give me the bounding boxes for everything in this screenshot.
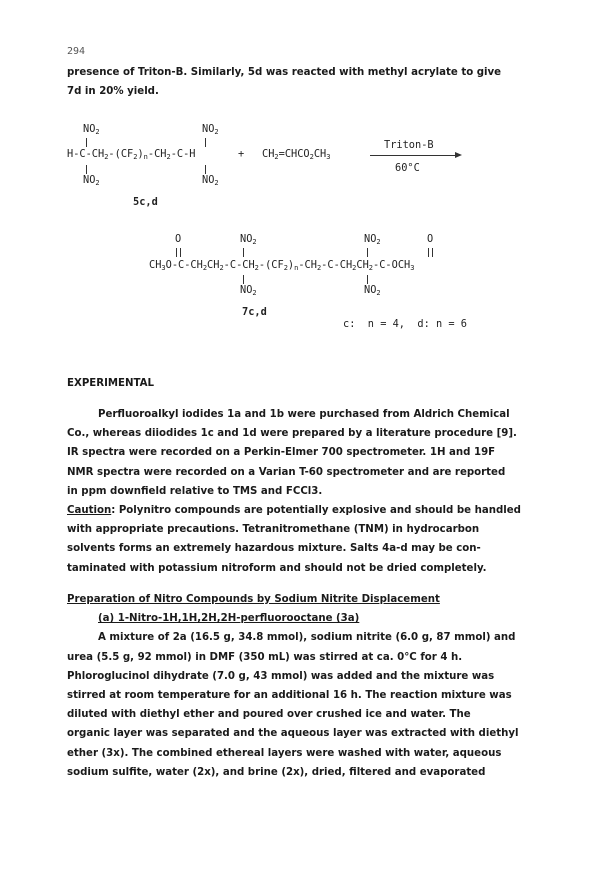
double-bond [428,248,433,257]
preparation-line: A mixture of 2a (16.5 g, 34.8 mmol), sodium nitrite (6.0 g, 87 mmol) and [98,632,516,644]
caution-line: solvents forms an extremely hazardous mixture. Salts 4a-d may be con- [67,543,481,555]
product-main-chain: $CH_3O-C-CH_2CH_2-C-CH_2-(CF_2)_n-CH_2-C-CH_2CH_2-C-OCH_3$ [149,259,415,272]
condition-label: 60°C [395,162,420,174]
page-number: 294 [67,46,86,57]
reactant1-main-chain: $H-C-CH_2-(CF_2)_n-CH_2-C-H$ [67,148,196,161]
double-bond [176,248,181,257]
caution-line [67,501,537,520]
reaction-arrow [370,155,458,156]
bond-line [86,165,87,174]
preparation-line: sodium sulfite, water (2x), and brine (2x), dried, filtered and evaporated [67,766,486,778]
experimental-heading: EXPERIMENTAL [67,378,155,389]
product-top-no2-left: $NO_2$ [240,233,257,246]
preparation-line: organic layer was separated and the aqueous layer was extracted with diethyl [67,728,519,740]
reactant1-bottom-no2-left: $NO_2$ [83,174,100,187]
experimental-line: Perfluoroalkyl iodides 1a and 1b were purchased from Aldrich Chemical [98,409,510,420]
product-footnote: c: n = 4, d: n = 6 [343,318,467,330]
reagent-label: Triton-B [384,139,434,151]
intro-line: presence of Triton-B. Similarly, 5d was reacted with methyl acrylate to give [67,67,502,78]
preparation-subheading: (a) 1-Nitro-1H,1H,2H,2H-perfluorooctane (3a) [98,613,360,625]
caution-text: : Polynitro compounds are potentially explosive and should be handled [111,505,521,517]
intro-line: 7d in 20% yield. [67,86,159,98]
preparation-line: urea (5.5 g, 92 mmol) in DMF (350 mL) was stirred at ca. 0°C for 4 h. [67,651,463,663]
bond-line [205,165,206,174]
arrow-head [455,152,462,158]
preparation-line: diluted with diethyl ether and poured over crushed ice and water. The [67,709,471,721]
product-top-no2-right: $NO_2$ [364,233,381,246]
bond-line [367,275,368,284]
experimental-line: in ppm downfield relative to TMS and FCCl3. [67,485,323,497]
preparation-line: stirred at room temperature for an additional 16 h. The reaction mixture was [67,690,512,702]
product-bottom-no2-left: $NO_2$ [240,284,257,297]
intro-paragraph [67,63,537,101]
bond-line [86,138,87,147]
bond-line [243,275,244,284]
bond-line [367,248,368,257]
reactant1-bottom-no2-right: $NO_2$ [202,174,219,187]
product-top-o-left: O [175,233,182,245]
reactant2: $CH_2=CHCO_2CH_3$ [262,148,331,161]
caution-line: taminated with potassium nitroform and should not be dried completely. [67,562,487,574]
bond-line [205,138,206,147]
caution-line: with appropriate precautions. Tetranitromethane (TNM) in hydrocarbon [67,524,480,536]
bond-line [243,248,244,257]
plus-sign: + [238,148,245,160]
experimental-line: Co., whereas diiodides 1c and 1d were prepared by a literature procedure [9]. [67,428,517,440]
preparation-line: Phloroglucinol dihydrate (7.0 g, 43 mmol) was added and the mixture was [67,670,495,682]
preparation-section [67,590,537,782]
experimental-paragraph [67,405,537,578]
product-label: 7c,d [242,306,267,318]
preparation-line: ether (3x). The combined ethereal layers were washed with water, aqueous [67,747,502,759]
experimental-line: NMR spectra were recorded on a Varian T-60 spectrometer and are reported [67,466,506,478]
product-bottom-no2-right: $NO_2$ [364,284,381,297]
preparation-heading: Preparation of Nitro Compounds by Sodium Nitrite Displacement [67,594,440,605]
product-top-o-right: O [427,233,434,245]
experimental-line: IR spectra were recorded on a Perkin-Elmer 700 spectrometer. 1H and 19F [67,447,496,459]
caution-label: Caution [67,505,112,517]
reactant1-top-no2-left: $NO_2$ [83,123,100,136]
reactant1-top-no2-right: $NO_2$ [202,123,219,136]
reactant1-label: 5c,d [133,196,158,208]
